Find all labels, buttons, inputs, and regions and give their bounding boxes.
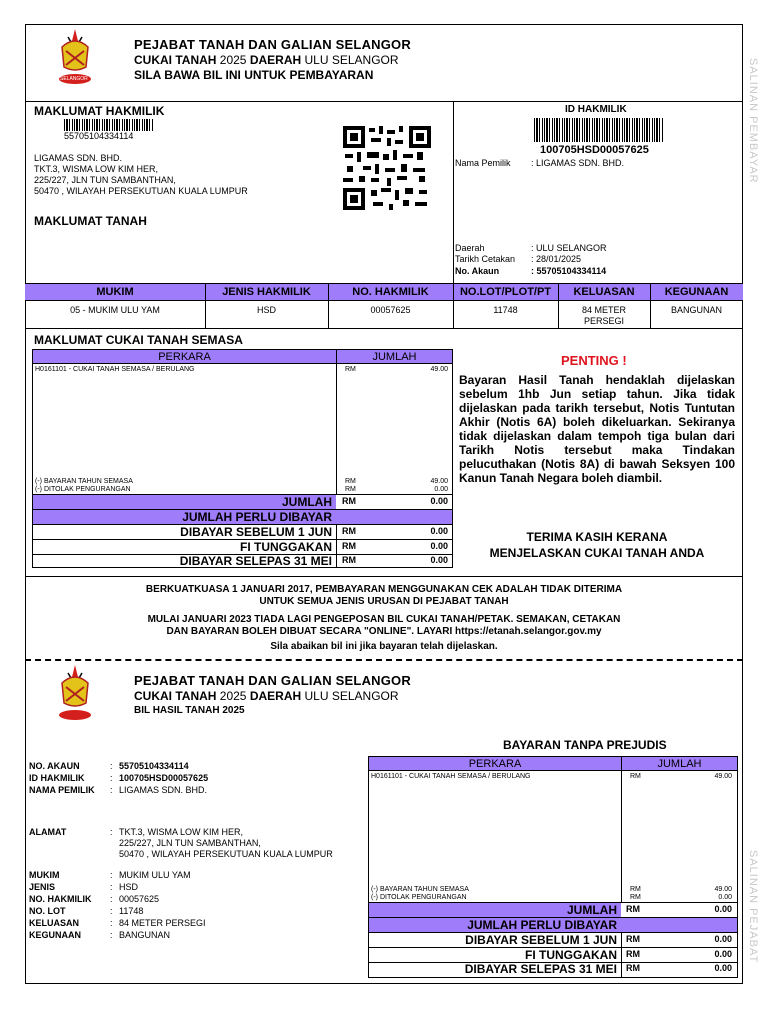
hakmilik-title: MAKLUMAT HAKMILIK — [34, 104, 165, 118]
thanks-line-1: TERIMA KASIH KERANA — [526, 530, 668, 544]
slip-sep: : — [110, 906, 113, 916]
slip-sep: : — [110, 870, 113, 880]
tunggakan-rm: RM — [342, 541, 356, 551]
penting-text: Bayaran Hasil Tanah hendaklah dijelaskan sebelum 1hb Jun setiap tahun. Jika tidak dijelaskan pada tarikh tersebut, Notis Tuntutan Akhir (Notis 6A) boleh dikeluarkan. Sekiranya tidak dijelaskan dalam tempoh tiga bulan dari Tarikh Notis tersebut maka Tindakan pelucuthakan (Notis 8A) di bawah Seksyen 100 Kanun Tanah Negara boleh diambil. — [459, 373, 735, 485]
slip-jumlah-amt: 0.00 — [714, 904, 732, 914]
slip-item: H0161101 - CUKAI TANAH SEMASA / BERULANG — [371, 773, 531, 780]
slip-label-id: ID HAKMILIK — [29, 773, 85, 783]
bayaran-tahun-rm: RM — [345, 478, 356, 485]
cell-kegunaan: BANGUNAN — [670, 305, 722, 315]
cell-keluasan: 84 METER PERSEGI — [581, 305, 626, 326]
tax-year: 2025 — [219, 53, 247, 67]
notice-line: DAN BAYARAN BOLEH DIBUAT SECARA "ONLINE". LAYARI https://etanah.selangor.gov.my — [166, 626, 602, 637]
akaun-label: No. Akaun — [455, 266, 500, 276]
slip-sebelum-label: DIBAYAR SEBELUM 1 JUN — [465, 933, 617, 947]
slip-sep: : — [110, 761, 113, 771]
slip-label-jenis: JENIS — [29, 882, 56, 892]
id-hakmilik-title: ID HAKMILIK — [565, 104, 627, 115]
slip-sep: : — [110, 882, 113, 892]
slip-value-kegunaan: BANGUNAN — [119, 930, 171, 940]
cukai-item-amt: 49.00 — [430, 366, 448, 373]
slip-label-no-lot: NO. LOT — [29, 906, 66, 916]
slip-office-title: PEJABAT TANAH DAN GALIAN SELANGOR — [134, 673, 411, 688]
tear-line — [25, 659, 743, 661]
slip-value-nama: LIGAMAS SDN. BHD. — [119, 785, 208, 795]
slip-value-jenis: HSD — [119, 882, 139, 892]
tax-label: CUKAI TANAH — [134, 53, 217, 67]
sebelum-rm: RM — [342, 526, 356, 536]
slip-sep: : — [110, 773, 113, 783]
address-line: LIGAMAS SDN. BHD. — [34, 153, 123, 163]
slip-item-amt: 49.00 — [714, 773, 732, 780]
col-keluasan: KELUASAN — [573, 286, 635, 298]
tanah-title: MAKLUMAT TANAH — [34, 214, 147, 228]
bring-bill-note: SILA BAWA BIL INI UNTUK PEMBAYARAN — [134, 68, 374, 82]
tunggakan-amt: 0.00 — [430, 541, 448, 551]
address-line: 50470 , WILAYAH PERSEKUTUAN KUALA LUMPUR — [34, 186, 248, 196]
jumlah-amt: 0.00 — [430, 496, 448, 506]
ditolak-rm: RM — [345, 486, 356, 493]
owner-name-value: : LIGAMAS SDN. BHD. — [531, 158, 625, 168]
ditolak-amt: 0.00 — [434, 486, 448, 493]
logo-caption: SELANGOR — [60, 76, 88, 82]
slip-jumlah-label: JUMLAH — [567, 903, 617, 917]
slip-value-no-hakmilik: 00057625 — [119, 894, 160, 904]
owner-name-label: Nama Pemilik — [455, 158, 511, 168]
slip-label-kegunaan: KEGUNAAN — [29, 930, 82, 940]
notice — [25, 584, 743, 653]
selepas-amt: 0.00 — [430, 555, 448, 565]
address-line: 225/227, JLN TUN SAMBANTHAN, — [119, 838, 261, 848]
slip-value-mukim: MUKIM ULU YAM — [119, 870, 191, 880]
slip-tunggakan-rm: RM — [626, 949, 640, 959]
office-title: PEJABAT TANAH DAN GALIAN SELANGOR — [134, 37, 411, 52]
akaun-value: : 55705104334114 — [531, 266, 607, 276]
ditolak-label: (-) DITOLAK PENGURANGAN — [35, 486, 131, 493]
notice-line: BERKUATKUASA 1 JANUARI 2017, PEMBAYARAN MENGGUNAKAN CEK ADALAH TIDAK DITERIMA — [145, 584, 623, 595]
sebelum-label: DIBAYAR SEBELUM 1 JUN — [180, 525, 332, 539]
id-hakmilik-value: 100705HSD00057625 — [540, 144, 649, 156]
cell-jenis: HSD — [256, 305, 276, 315]
selepas-label: DIBAYAR SELEPAS 31 MEI — [179, 554, 332, 568]
tunggakan-label: FI TUNGGAKAN — [240, 540, 332, 554]
address-line: TKT.3, WISMA LOW KIM HER, — [119, 827, 244, 837]
notice-line: MULAI JANUARI 2023 TIADA LAGI PENGEPOSAN BIL CUKAI TANAH/PETAK. SEMAKAN, CETAKAN — [147, 614, 621, 625]
bayaran-tahun-label: (-) BAYARAN TAHUN SEMASA — [35, 478, 133, 485]
district-label: DAERAH — [249, 53, 302, 67]
header-tax-year-line — [134, 53, 399, 67]
slip-item-rm: RM — [630, 773, 641, 780]
slip-tunggakan-amt: 0.00 — [714, 949, 732, 959]
notice-line: Sila abaikan bil ini jika bayaran telah dijelaskan. — [270, 641, 498, 652]
slip-ditolak-amt: 0.00 — [718, 894, 732, 901]
slip-tax-year-line — [134, 689, 399, 703]
col-kegunaan: KEGUNAAN — [664, 286, 729, 298]
tarikh-label: Tarikh Cetakan — [455, 254, 516, 264]
district-label: DAERAH — [249, 689, 302, 703]
district-name: ULU SELANGOR — [304, 53, 399, 67]
slip-sep: : — [110, 894, 113, 904]
district-name: ULU SELANGOR — [304, 689, 399, 703]
prejudis-title: BAYARAN TANPA PREJUDIS — [503, 738, 667, 752]
slip-bayaran-amt: 49.00 — [714, 886, 732, 893]
slip-bayaran-rm: RM — [630, 886, 641, 893]
slip-sep: : — [110, 785, 113, 795]
account-barcode — [64, 119, 154, 131]
slip-bayaran-label: (-) BAYARAN TAHUN SEMASA — [371, 886, 469, 893]
perlu-dibayar-label: JUMLAH PERLU DIBAYAR — [182, 510, 332, 524]
slip-selepas-amt: 0.00 — [714, 963, 732, 973]
slip-perlu-label: JUMLAH PERLU DIBAYAR — [467, 918, 617, 932]
slip-sep: : — [110, 918, 113, 928]
address-line: TKT.3, WISMA LOW KIM HER, — [34, 164, 159, 174]
col-mukim: MUKIM — [96, 286, 134, 298]
slip-label-mukim: MUKIM — [29, 870, 60, 880]
bayaran-tahun-amt: 49.00 — [430, 478, 448, 485]
slip-value-id: 100705HSD00057625 — [119, 773, 209, 783]
slip-ditolak-label: (-) DITOLAK PENGURANGAN — [371, 894, 467, 901]
col-jumlah: JUMLAH — [372, 351, 417, 363]
slip-col-jumlah: JUMLAH — [657, 758, 702, 770]
notice-line: UNTUK SEMUA JENIS URUSAN DI PEJABAT TANAH — [259, 596, 509, 607]
slip-value-akaun: 55705104334114 — [119, 761, 189, 771]
slip-selepas-label: DIBAYAR SELEPAS 31 MEI — [464, 962, 617, 976]
col-perkara: PERKARA — [158, 351, 211, 363]
jumlah-rm: RM — [342, 496, 356, 506]
selepas-rm: RM — [342, 555, 356, 565]
penting-title: PENTING ! — [561, 353, 627, 368]
qr-code — [343, 126, 431, 210]
jumlah-label: JUMLAH — [282, 495, 332, 509]
tarikh-value: : 28/01/2025 — [531, 254, 582, 264]
slip-bill-title: BIL HASIL TANAH 2025 — [134, 705, 245, 716]
slip-sep: : — [110, 827, 113, 837]
slip-label-alamat: ALAMAT — [29, 827, 67, 837]
cell-no-hakmilik: 00057625 — [370, 305, 411, 315]
slip-value-keluasan: 84 METER PERSEGI — [119, 918, 206, 928]
tax-label: CUKAI TANAH — [134, 689, 217, 703]
slip-sep: : — [110, 930, 113, 940]
address-line: 225/227, JLN TUN SAMBANTHAN, — [34, 175, 176, 185]
col-no-lot: NO.LOT/PLOT/PT — [459, 286, 552, 298]
address-line: 50470 , WILAYAH PERSEKUTUAN KUALA LUMPUR — [119, 849, 333, 859]
daerah-label: Daerah — [455, 243, 485, 253]
cukai-item-rm: RM — [345, 366, 356, 373]
tax-year: 2025 — [219, 689, 247, 703]
cell-no-lot: 11748 — [493, 305, 518, 315]
sebelum-amt: 0.00 — [430, 526, 448, 536]
selangor-crest-logo-slip — [52, 663, 98, 725]
col-jenis-hakmilik: JENIS HAKMILIK — [222, 286, 311, 298]
owner-address — [34, 153, 248, 197]
slip-ditolak-rm: RM — [630, 894, 641, 901]
side-label-top: SALINAN PEMBAYAR — [747, 58, 759, 184]
slip-address — [119, 827, 333, 860]
slip-label-keluasan: KELUASAN — [29, 918, 80, 928]
slip-sebelum-amt: 0.00 — [714, 934, 732, 944]
slip-selepas-rm: RM — [626, 963, 640, 973]
daerah-value: : ULU SELANGOR — [531, 243, 607, 253]
slip-tunggakan-label: FI TUNGGAKAN — [525, 948, 617, 962]
slip-jumlah-rm: RM — [626, 904, 640, 914]
side-label-bottom: SALINAN PEJABAT — [747, 850, 759, 964]
slip-sebelum-rm: RM — [626, 934, 640, 944]
cell-mukim: 05 - MUKIM ULU YAM — [70, 305, 160, 315]
thanks-line-2: MENJELASKAN CUKAI TANAH ANDA — [489, 546, 705, 560]
slip-label-no-hakmilik: NO. HAKMILIK — [29, 894, 92, 904]
cukai-title: MAKLUMAT CUKAI TANAH SEMASA — [34, 333, 243, 347]
slip-label-nama: NAMA PEMILIK — [29, 785, 95, 795]
col-no-hakmilik: NO. HAKMILIK — [352, 286, 429, 298]
cukai-item: H0161101 - CUKAI TANAH SEMASA / BERULANG — [35, 366, 195, 373]
slip-col-perkara: PERKARA — [468, 758, 522, 770]
account-barcode-text: 55705104334114 — [64, 131, 134, 141]
slip-value-no-lot: 11748 — [119, 906, 144, 916]
id-hakmilik-barcode — [534, 118, 664, 142]
slip-label-akaun: NO. AKAUN — [29, 761, 80, 771]
